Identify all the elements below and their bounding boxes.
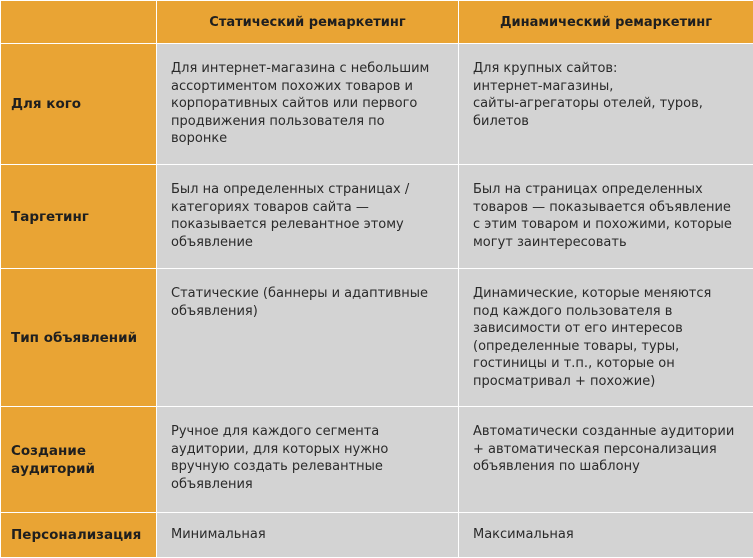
row-header-targeting: Таргетинг: [1, 165, 157, 269]
cell-dynamic: Был на страницах определенных товаров — показывается объявление с этим товаром и похожими, которые могут заинтересовать: [459, 165, 753, 269]
cell-static: Минимальная: [157, 513, 459, 558]
table-row: [1, 407, 753, 513]
column-header-dynamic: Динамический ремаркетинг: [459, 1, 753, 44]
table-row: [1, 165, 753, 269]
table-row: [1, 269, 753, 407]
cell-static: Был на определенных страницах / категориях товаров сайта — показывается релевантное этому объявление: [157, 165, 459, 269]
row-header-ad-type: Тип объявлений: [1, 269, 157, 407]
cell-static: Ручное для каждого сегмента аудитории, для которых нужно вручную создать релевантные объявления: [157, 407, 459, 513]
column-header-static: Статический ремаркетинг: [157, 1, 459, 44]
cell-dynamic: Для крупных сайтов: интернет-магазины, сайты-агрегаторы отелей, туров, билетов: [459, 44, 753, 165]
cell-dynamic: Максимальная: [459, 513, 753, 558]
cell-static: Для интернет-магазина с небольшим ассортиментом похожих товаров и корпоративных сайтов или первого продвижения пользователя по воронке: [157, 44, 459, 165]
row-header-audience: Для кого: [1, 44, 157, 165]
table-row: [1, 44, 753, 165]
cell-dynamic: Автоматически созданные аудитории + автоматическая персонализация объявления по шаблону: [459, 407, 753, 513]
corner-cell: [1, 1, 157, 44]
row-header-audience-creation: Создание аудиторий: [1, 407, 157, 513]
cell-dynamic: Динамические, которые меняются под каждого пользователя в зависимости от его интересов (определенные товары, туры, гостиницы и т.п., которые он просматривал + похожие): [459, 269, 753, 407]
row-header-personalization: Персонализация: [1, 513, 157, 558]
cell-static: Статические (баннеры и адаптивные объявления): [157, 269, 459, 407]
table-row: [1, 513, 753, 558]
header-row: [1, 1, 753, 44]
